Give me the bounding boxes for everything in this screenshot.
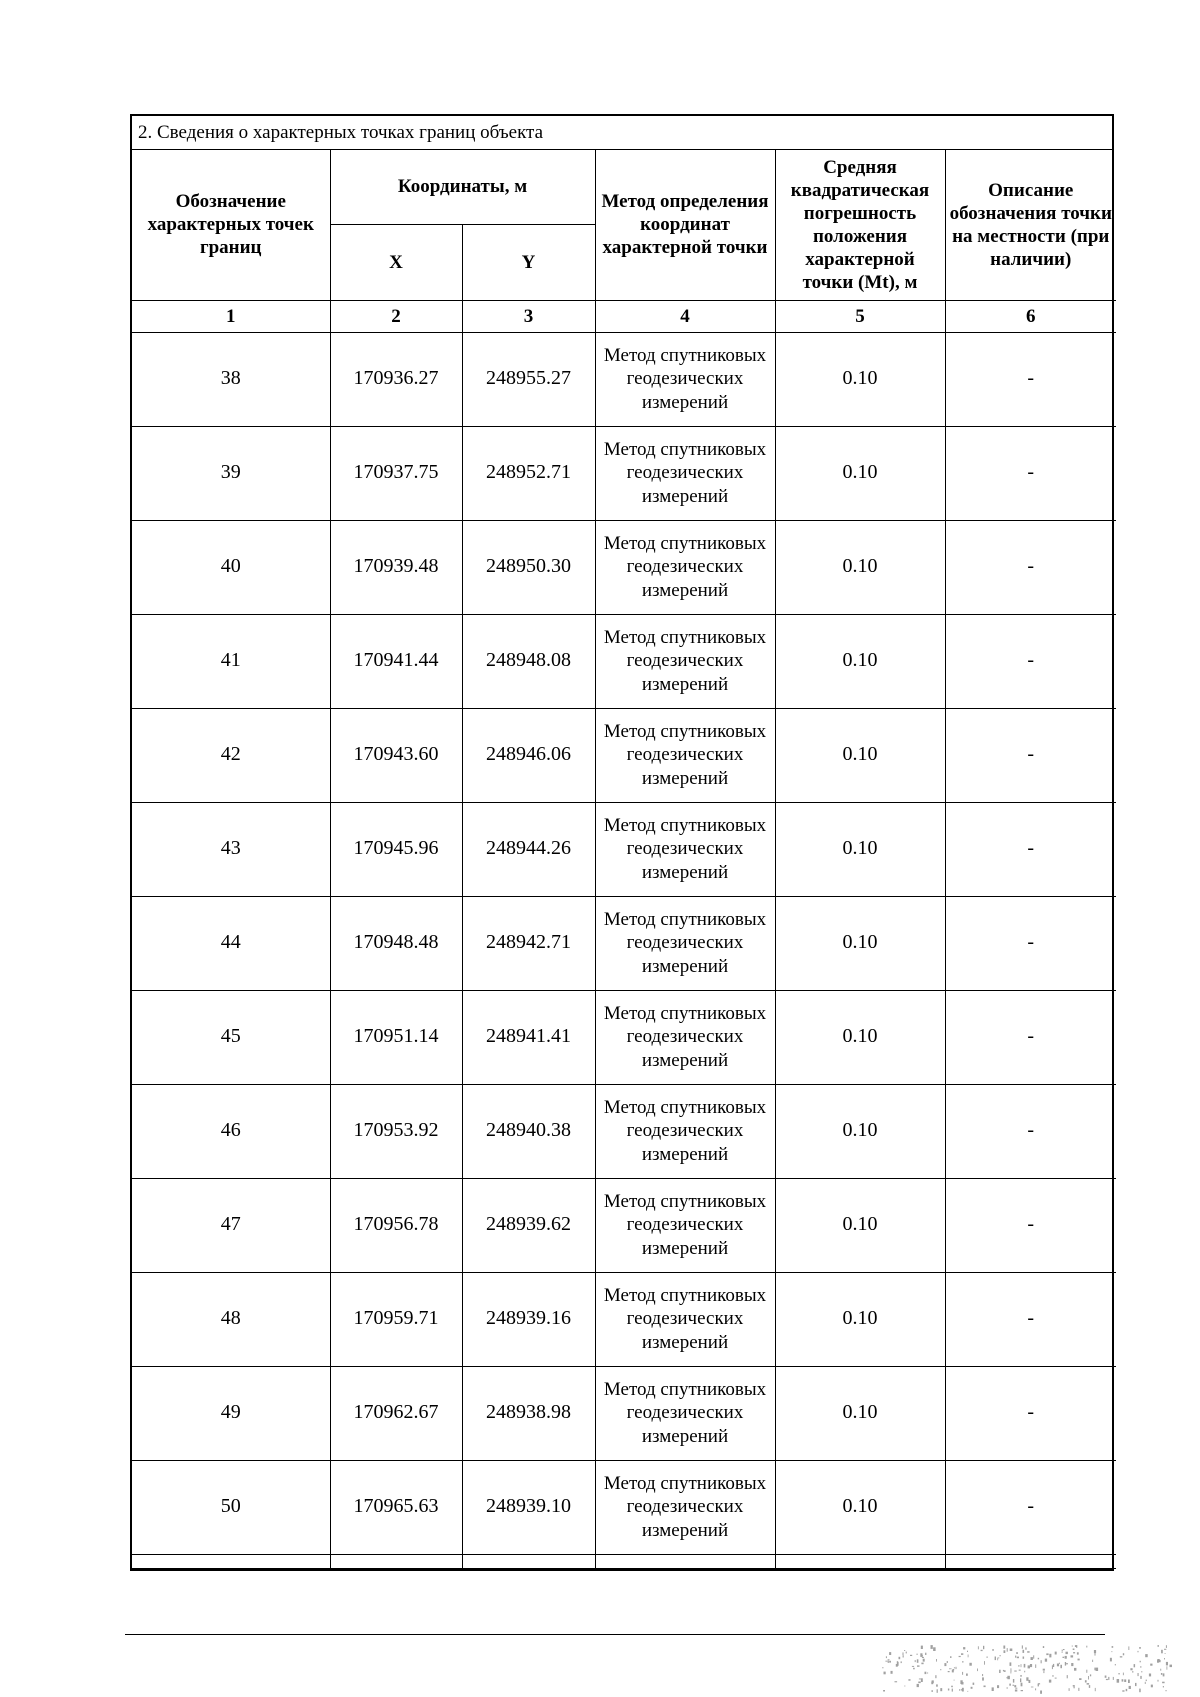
rmse-cell: 0.10 — [775, 1272, 945, 1366]
y-coordinate-cell: 248939.16 — [462, 1272, 595, 1366]
header-y: Y — [462, 224, 595, 300]
table-row — [132, 990, 1116, 1084]
rmse-cell: 0.10 — [775, 332, 945, 426]
rmse-cell: 0.10 — [775, 896, 945, 990]
table-tail-row — [132, 1554, 1116, 1568]
table-row — [132, 1272, 1116, 1366]
description-cell: - — [945, 426, 1116, 520]
x-coordinate-cell: 170936.27 — [330, 332, 462, 426]
x-coordinate-cell: 170962.67 — [330, 1366, 462, 1460]
method-cell: Метод спутниковых геодезических измерений — [595, 332, 775, 426]
column-number: 5 — [775, 300, 945, 332]
point-number-cell: 40 — [132, 520, 330, 614]
y-coordinate-cell: 248946.06 — [462, 708, 595, 802]
points-sheet — [130, 114, 1114, 1571]
method-cell: Метод спутниковых геодезических измерений — [595, 708, 775, 802]
y-coordinate-cell: 248952.71 — [462, 426, 595, 520]
rmse-cell: 0.10 — [775, 990, 945, 1084]
rmse-cell: 0.10 — [775, 1366, 945, 1460]
y-coordinate-cell: 248939.62 — [462, 1178, 595, 1272]
point-number-cell: 43 — [132, 802, 330, 896]
description-cell: - — [945, 1272, 1116, 1366]
table-row — [132, 332, 1116, 426]
table-row — [132, 1366, 1116, 1460]
boundary-points-table — [132, 150, 1116, 1569]
header-coordinates: Координаты, м — [330, 150, 595, 224]
description-cell: - — [945, 1460, 1116, 1554]
description-cell: - — [945, 1366, 1116, 1460]
column-number: 6 — [945, 300, 1116, 332]
description-cell: - — [945, 520, 1116, 614]
rmse-cell: 0.10 — [775, 1178, 945, 1272]
x-coordinate-cell: 170965.63 — [330, 1460, 462, 1554]
point-number-cell: 47 — [132, 1178, 330, 1272]
footer-line — [125, 1634, 1105, 1635]
description-cell: - — [945, 614, 1116, 708]
column-number: 3 — [462, 300, 595, 332]
description-cell: - — [945, 1178, 1116, 1272]
description-cell: - — [945, 1084, 1116, 1178]
point-number-cell: 50 — [132, 1460, 330, 1554]
method-cell: Метод спутниковых геодезических измерений — [595, 426, 775, 520]
x-coordinate-cell: 170953.92 — [330, 1084, 462, 1178]
x-coordinate-cell: 170956.78 — [330, 1178, 462, 1272]
y-coordinate-cell: 248938.98 — [462, 1366, 595, 1460]
y-coordinate-cell: 248950.30 — [462, 520, 595, 614]
method-cell: Метод спутниковых геодезических измерений — [595, 1272, 775, 1366]
point-number-cell: 46 — [132, 1084, 330, 1178]
description-cell: - — [945, 896, 1116, 990]
table-row — [132, 1178, 1116, 1272]
table-body — [132, 332, 1116, 1554]
point-number-cell: 44 — [132, 896, 330, 990]
point-number-cell: 45 — [132, 990, 330, 1084]
y-coordinate-cell: 248942.71 — [462, 896, 595, 990]
table-row — [132, 520, 1116, 614]
rmse-cell: 0.10 — [775, 520, 945, 614]
description-cell: - — [945, 802, 1116, 896]
point-number-cell: 49 — [132, 1366, 330, 1460]
section-title: 2. Сведения о характерных точках границ объекта — [132, 116, 1112, 150]
method-cell: Метод спутниковых геодезических измерений — [595, 1084, 775, 1178]
method-cell: Метод спутниковых геодезических измерений — [595, 1460, 775, 1554]
point-number-cell: 48 — [132, 1272, 330, 1366]
rmse-cell: 0.10 — [775, 802, 945, 896]
method-cell: Метод спутниковых геодезических измерений — [595, 614, 775, 708]
method-cell: Метод спутниковых геодезических измерений — [595, 896, 775, 990]
column-number: 2 — [330, 300, 462, 332]
x-coordinate-cell: 170937.75 — [330, 426, 462, 520]
header-point-designation: Обозначение характерных точек границ — [132, 150, 330, 300]
y-coordinate-cell: 248940.38 — [462, 1084, 595, 1178]
header-rmse: Средняя квадратическая погрешность положения характерной точки (Mt), м — [775, 150, 945, 300]
rmse-cell: 0.10 — [775, 708, 945, 802]
description-cell: - — [945, 990, 1116, 1084]
description-cell: - — [945, 332, 1116, 426]
table-row — [132, 1084, 1116, 1178]
point-number-cell: 38 — [132, 332, 330, 426]
header-x: X — [330, 224, 462, 300]
rmse-cell: 0.10 — [775, 426, 945, 520]
x-coordinate-cell: 170951.14 — [330, 990, 462, 1084]
x-coordinate-cell: 170945.96 — [330, 802, 462, 896]
scan-noise — [762, 1637, 1182, 1695]
x-coordinate-cell: 170939.48 — [330, 520, 462, 614]
table-row — [132, 614, 1116, 708]
table-row — [132, 802, 1116, 896]
point-number-cell: 41 — [132, 614, 330, 708]
y-coordinate-cell: 248955.27 — [462, 332, 595, 426]
column-number: 4 — [595, 300, 775, 332]
point-number-cell: 42 — [132, 708, 330, 802]
rmse-cell: 0.10 — [775, 614, 945, 708]
table-row — [132, 1460, 1116, 1554]
x-coordinate-cell: 170948.48 — [330, 896, 462, 990]
method-cell: Метод спутниковых геодезических измерений — [595, 1178, 775, 1272]
x-coordinate-cell: 170959.71 — [330, 1272, 462, 1366]
rmse-cell: 0.10 — [775, 1460, 945, 1554]
y-coordinate-cell: 248948.08 — [462, 614, 595, 708]
column-number: 1 — [132, 300, 330, 332]
table-row — [132, 708, 1116, 802]
rmse-cell: 0.10 — [775, 1084, 945, 1178]
x-coordinate-cell: 170943.60 — [330, 708, 462, 802]
header-description: Описание обозначения точки на местности (при наличии) — [945, 150, 1116, 300]
y-coordinate-cell: 248939.10 — [462, 1460, 595, 1554]
point-number-cell: 39 — [132, 426, 330, 520]
y-coordinate-cell: 248944.26 — [462, 802, 595, 896]
method-cell: Метод спутниковых геодезических измерений — [595, 802, 775, 896]
method-cell: Метод спутниковых геодезических измерений — [595, 520, 775, 614]
x-coordinate-cell: 170941.44 — [330, 614, 462, 708]
y-coordinate-cell: 248941.41 — [462, 990, 595, 1084]
method-cell: Метод спутниковых геодезических измерений — [595, 1366, 775, 1460]
method-cell: Метод спутниковых геодезических измерений — [595, 990, 775, 1084]
table-row — [132, 426, 1116, 520]
header-method: Метод определения координат характерной точки — [595, 150, 775, 300]
description-cell: - — [945, 708, 1116, 802]
table-row — [132, 896, 1116, 990]
